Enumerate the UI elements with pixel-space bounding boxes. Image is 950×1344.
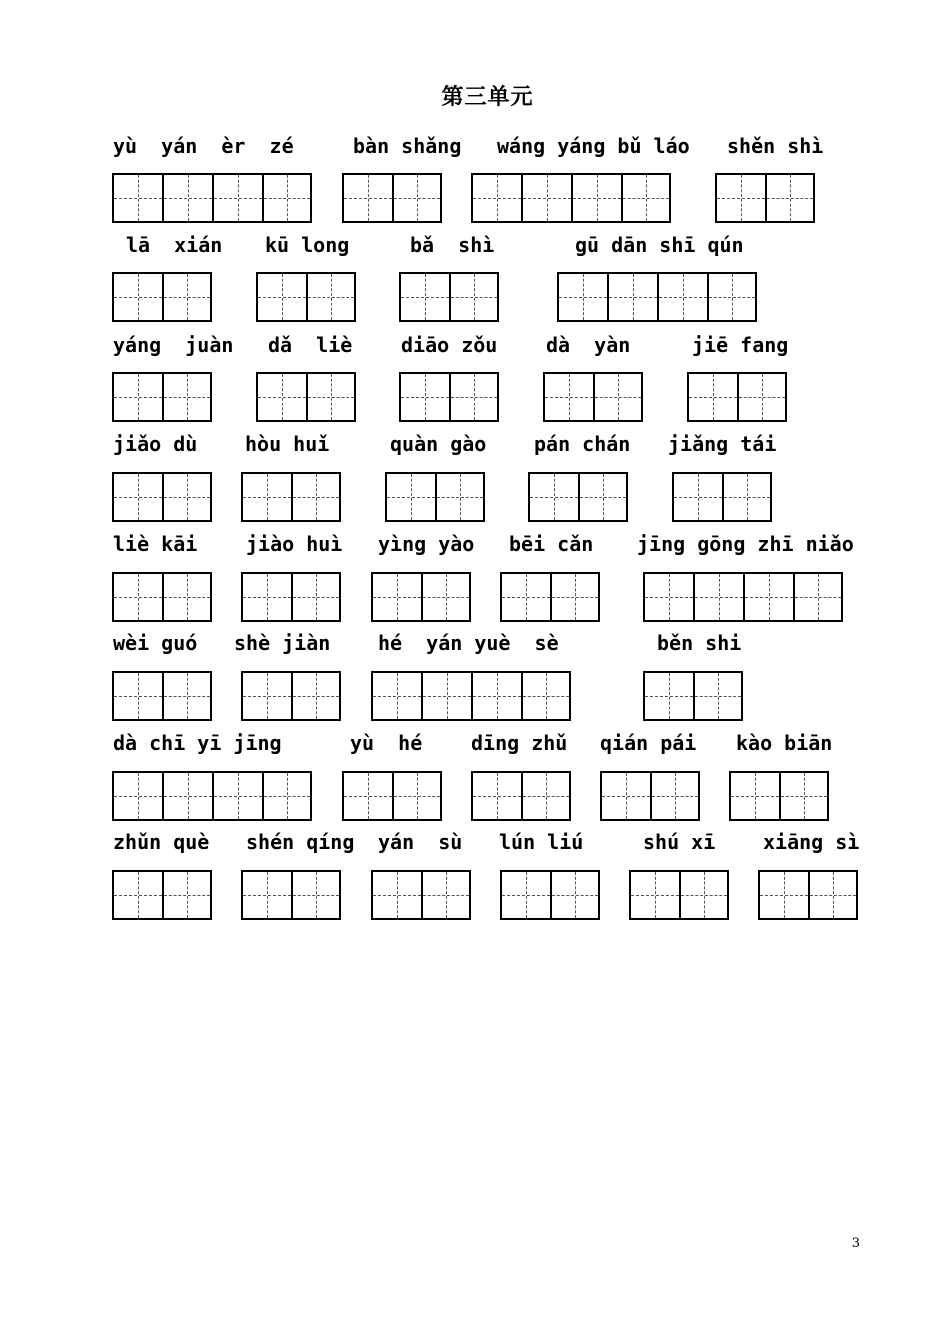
grid-cell[interactable]	[550, 574, 600, 620]
grid-cell[interactable]	[371, 872, 421, 918]
writing-grid[interactable]	[112, 870, 212, 920]
writing-grid[interactable]	[643, 671, 743, 721]
grid-cell[interactable]	[241, 474, 291, 520]
pinyin-word: běn shi	[657, 631, 742, 655]
writing-grid[interactable]	[371, 870, 471, 920]
writing-grid[interactable]	[471, 173, 671, 223]
pinyin-word: pán chán	[534, 432, 631, 456]
writing-grid[interactable]	[715, 173, 815, 223]
pinyin-word: lā xián	[126, 233, 223, 257]
grid-cell[interactable]	[421, 574, 471, 620]
writing-grid[interactable]	[256, 272, 356, 322]
grid-cell[interactable]	[593, 374, 643, 420]
grid-cell[interactable]	[385, 474, 435, 520]
grid-cell[interactable]	[262, 175, 312, 221]
grid-cell[interactable]	[371, 574, 421, 620]
grid-cell[interactable]	[162, 175, 212, 221]
pinyin-word: wèi guó	[113, 631, 198, 655]
pinyin-word: shěn shì	[727, 134, 824, 158]
grid-cell[interactable]	[291, 574, 341, 620]
grid-cell[interactable]	[643, 673, 693, 719]
grid-cell[interactable]	[162, 274, 212, 320]
grid-cell[interactable]	[528, 474, 578, 520]
pinyin-word: dǎ liè	[268, 333, 353, 357]
grid-cell[interactable]	[241, 872, 291, 918]
grid-cell[interactable]	[621, 175, 671, 221]
grid-cell[interactable]	[693, 574, 743, 620]
page-title: 第三单元	[441, 85, 534, 110]
writing-grid[interactable]	[371, 671, 571, 721]
grid-cell[interactable]	[112, 574, 162, 620]
writing-grid[interactable]	[500, 572, 600, 622]
pinyin-word: dà chī yī jīng	[113, 731, 282, 755]
pinyin-word: jiào huì	[246, 532, 343, 556]
grid-cell[interactable]	[291, 872, 341, 918]
grid-cell[interactable]	[421, 673, 471, 719]
grid-cell[interactable]	[112, 274, 162, 320]
writing-grid[interactable]	[385, 472, 485, 522]
grid-cell[interactable]	[687, 374, 737, 420]
writing-grid[interactable]	[758, 870, 858, 920]
writing-grid[interactable]	[112, 272, 212, 322]
writing-grid[interactable]	[471, 771, 571, 821]
pinyin-word: kū long	[265, 233, 350, 257]
pinyin-word: diāo zǒu	[401, 333, 498, 357]
grid-cell[interactable]	[471, 673, 521, 719]
pinyin-word: jiē fang	[692, 333, 789, 357]
grid-cell[interactable]	[449, 374, 499, 420]
grid-cell[interactable]	[657, 274, 707, 320]
pinyin-word: yìng yào	[378, 532, 475, 556]
grid-cell[interactable]	[291, 474, 341, 520]
grid-cell[interactable]	[793, 574, 843, 620]
grid-cell[interactable]	[471, 175, 521, 221]
pinyin-word: kào biān	[736, 731, 833, 755]
grid-cell[interactable]	[629, 872, 679, 918]
grid-cell[interactable]	[392, 175, 442, 221]
grid-cell[interactable]	[693, 673, 743, 719]
writing-grid[interactable]	[112, 372, 212, 422]
grid-cell[interactable]	[212, 773, 262, 819]
writing-grid[interactable]	[729, 771, 829, 821]
pinyin-word: jīng gōng zhī niǎo	[637, 532, 854, 556]
writing-grid[interactable]	[241, 870, 341, 920]
grid-cell[interactable]	[435, 474, 485, 520]
pinyin-word: jiǎo dù	[113, 432, 198, 456]
grid-cell[interactable]	[607, 274, 657, 320]
writing-grid[interactable]	[342, 771, 442, 821]
writing-grid[interactable]	[672, 472, 772, 522]
pinyin-word: qián pái	[600, 731, 697, 755]
grid-cell[interactable]	[241, 574, 291, 620]
grid-cell[interactable]	[557, 274, 607, 320]
grid-cell[interactable]	[112, 175, 162, 221]
pinyin-word: quàn gào	[390, 432, 487, 456]
grid-cell[interactable]	[112, 374, 162, 420]
grid-cell[interactable]	[241, 673, 291, 719]
grid-cell[interactable]	[112, 773, 162, 819]
pinyin-word: bēi cǎn	[509, 532, 594, 556]
grid-cell[interactable]	[112, 872, 162, 918]
grid-cell[interactable]	[162, 474, 212, 520]
writing-grid[interactable]	[112, 472, 212, 522]
grid-cell[interactable]	[256, 274, 306, 320]
page-number: 3	[851, 1236, 860, 1251]
writing-grid[interactable]	[687, 372, 787, 422]
writing-grid[interactable]	[342, 173, 442, 223]
grid-cell[interactable]	[291, 673, 341, 719]
grid-cell[interactable]	[306, 274, 356, 320]
writing-grid[interactable]	[399, 372, 499, 422]
grid-cell[interactable]	[543, 374, 593, 420]
grid-cell[interactable]	[112, 474, 162, 520]
writing-grid[interactable]	[629, 870, 729, 920]
pinyin-word: bǎ shì	[410, 233, 495, 257]
pinyin-word: shè jiàn	[234, 631, 331, 655]
grid-cell[interactable]	[578, 474, 628, 520]
writing-grid[interactable]	[112, 671, 212, 721]
grid-cell[interactable]	[306, 374, 356, 420]
writing-grid[interactable]	[600, 771, 700, 821]
writing-grid[interactable]	[500, 870, 600, 920]
grid-cell[interactable]	[729, 773, 779, 819]
grid-cell[interactable]	[521, 673, 571, 719]
writing-grid[interactable]	[256, 372, 356, 422]
grid-cell[interactable]	[212, 175, 262, 221]
grid-cell[interactable]	[449, 274, 499, 320]
writing-grid[interactable]	[241, 572, 341, 622]
grid-cell[interactable]	[715, 175, 765, 221]
grid-cell[interactable]	[808, 872, 858, 918]
pinyin-word: bàn shǎng	[353, 134, 462, 158]
writing-grid[interactable]	[543, 372, 643, 422]
writing-grid[interactable]	[112, 572, 212, 622]
pinyin-word: yù yán èr zé	[113, 134, 294, 158]
grid-cell[interactable]	[722, 474, 772, 520]
grid-cell[interactable]	[471, 773, 521, 819]
writing-grid[interactable]	[557, 272, 757, 322]
grid-cell[interactable]	[421, 872, 471, 918]
grid-cell[interactable]	[342, 175, 392, 221]
writing-grid[interactable]	[241, 472, 341, 522]
pinyin-word: wáng yáng bǔ láo	[497, 134, 690, 158]
pinyin-word: xiāng sì	[763, 830, 860, 854]
grid-cell[interactable]	[256, 374, 306, 420]
grid-cell[interactable]	[392, 773, 442, 819]
grid-cell[interactable]	[162, 574, 212, 620]
grid-cell[interactable]	[758, 872, 808, 918]
pinyin-word: yán sù	[378, 830, 463, 854]
writing-grid[interactable]	[112, 173, 312, 223]
grid-cell[interactable]	[399, 374, 449, 420]
grid-cell[interactable]	[672, 474, 722, 520]
grid-cell[interactable]	[262, 773, 312, 819]
grid-cell[interactable]	[571, 175, 621, 221]
pinyin-word: hòu huǐ	[245, 432, 330, 456]
pinyin-word: dà yàn	[546, 333, 631, 357]
grid-cell[interactable]	[650, 773, 700, 819]
grid-cell[interactable]	[643, 574, 693, 620]
grid-cell[interactable]	[779, 773, 829, 819]
grid-cell[interactable]	[521, 773, 571, 819]
pinyin-word: shén qíng	[246, 830, 355, 854]
pinyin-word: yù hé	[350, 731, 423, 755]
grid-cell[interactable]	[162, 374, 212, 420]
grid-cell[interactable]	[679, 872, 729, 918]
pinyin-word: lún liú	[499, 830, 584, 854]
grid-cell[interactable]	[112, 673, 162, 719]
grid-cell[interactable]	[600, 773, 650, 819]
pinyin-word: gū dān shī qún	[575, 233, 744, 257]
pinyin-word: yáng juàn	[113, 333, 234, 357]
pinyin-word: hé yán yuè sè	[378, 631, 559, 655]
pinyin-word: jiǎng tái	[668, 432, 777, 456]
grid-cell[interactable]	[162, 773, 212, 819]
grid-cell[interactable]	[371, 673, 421, 719]
writing-grid[interactable]	[241, 671, 341, 721]
grid-cell[interactable]	[500, 574, 550, 620]
pinyin-word: zhǔn què	[113, 830, 210, 854]
writing-grid[interactable]	[112, 771, 312, 821]
grid-cell[interactable]	[500, 872, 550, 918]
writing-grid[interactable]	[528, 472, 628, 522]
grid-cell[interactable]	[162, 673, 212, 719]
grid-cell[interactable]	[743, 574, 793, 620]
grid-cell[interactable]	[162, 872, 212, 918]
grid-cell[interactable]	[550, 872, 600, 918]
pinyin-word: liè kāi	[113, 532, 198, 556]
writing-grid[interactable]	[371, 572, 471, 622]
grid-cell[interactable]	[521, 175, 571, 221]
pinyin-word: shú xī	[643, 830, 716, 854]
grid-cell[interactable]	[765, 175, 815, 221]
writing-grid[interactable]	[643, 572, 843, 622]
writing-grid[interactable]	[399, 272, 499, 322]
pinyin-word: dīng zhǔ	[471, 731, 568, 755]
grid-cell[interactable]	[707, 274, 757, 320]
grid-cell[interactable]	[399, 274, 449, 320]
grid-cell[interactable]	[737, 374, 787, 420]
grid-cell[interactable]	[342, 773, 392, 819]
